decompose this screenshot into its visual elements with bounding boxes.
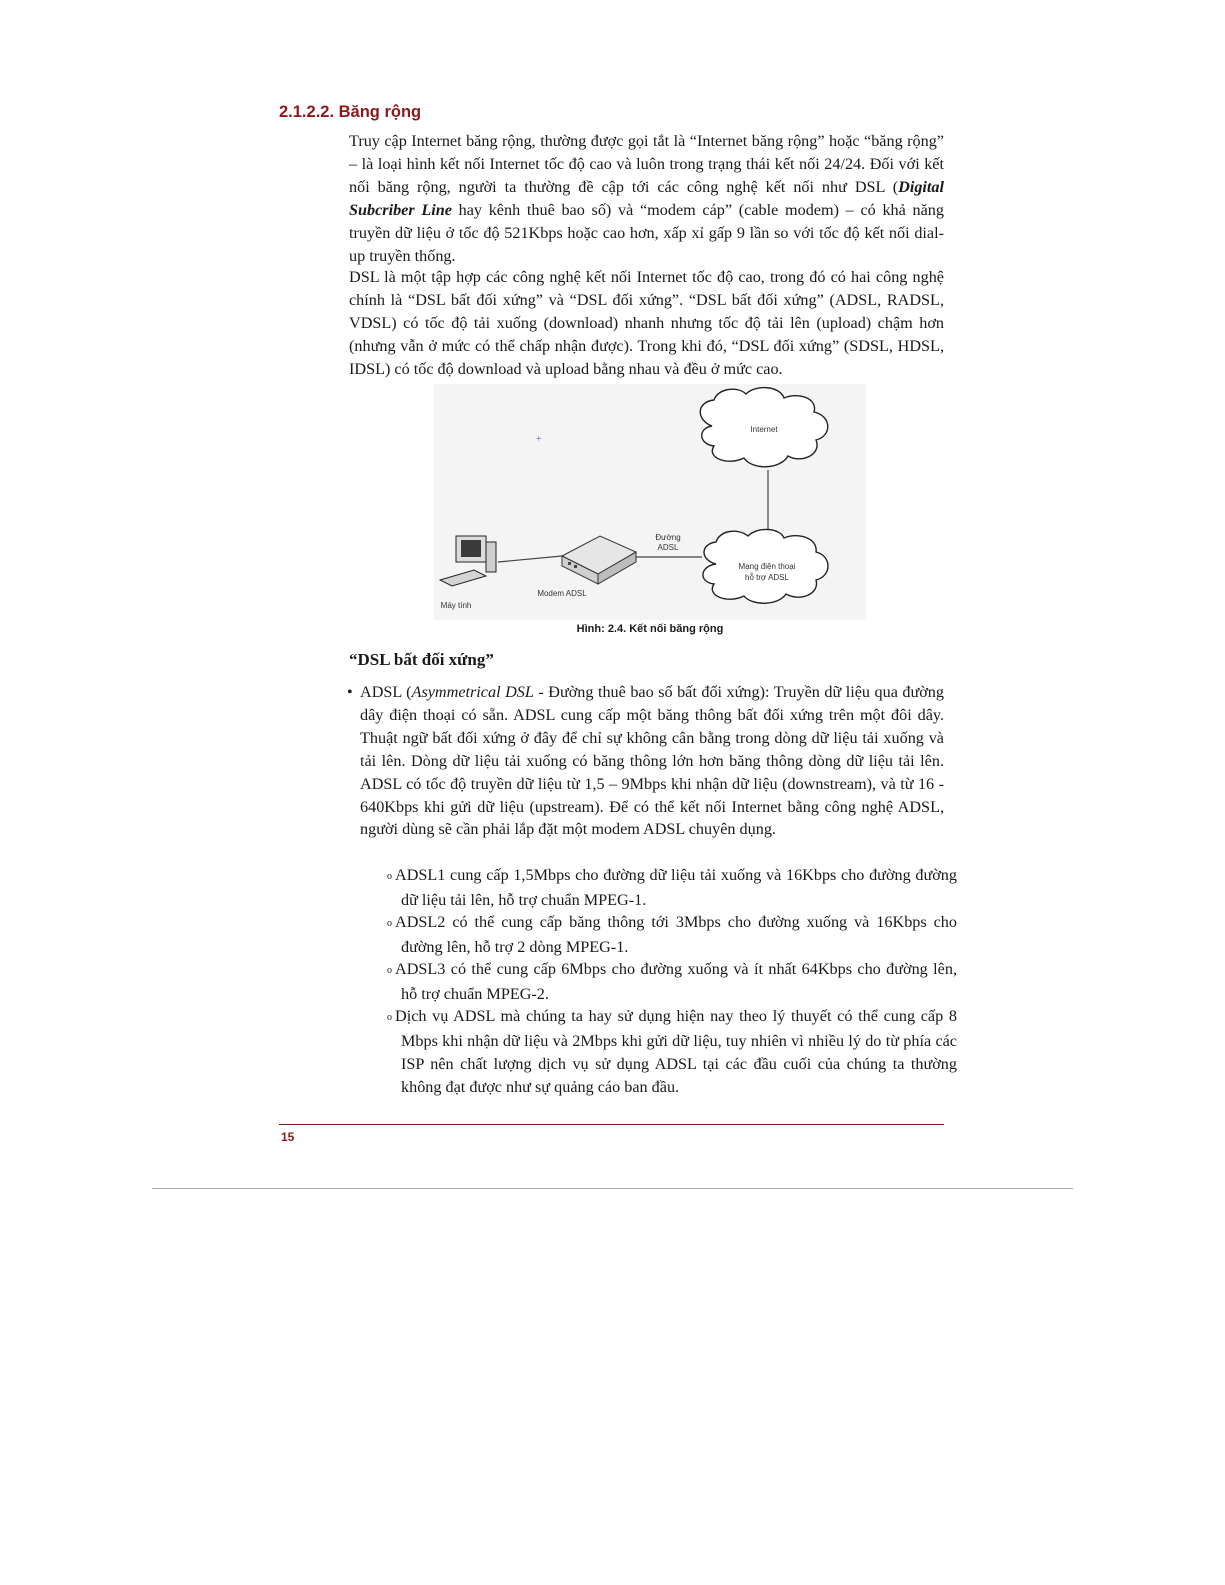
bullet-dot-icon: •	[347, 683, 353, 701]
sub-item-adsl1	[374, 864, 957, 912]
sub-item-adsl2-text: ADSL2 có thể cung cấp băng thông tới 3Mbps cho đường xuống và 16Kbps cho đường lên, hỗ trợ 2 dòng MPEG-1.	[395, 913, 957, 956]
page-number: 15	[281, 1130, 295, 1144]
computer-label: Máy tính	[440, 601, 472, 610]
paragraph-dsl: DSL là một tập hợp các công nghệ kết nối Internet tốc độ cao, trong đó có hai công nghệ chính là “DSL bất đối xứng” và “DSL đối xứng”. “DSL bất đối xứng” (ADSL, RADSL, VDSL) có tốc độ tải xuống (download) nhanh nhưng tốc độ tải lên (upload) chậm hơn (nhưng vẫn ở mức có thể chấp nhận được). Trong khi đó, “DSL đối xứng” (SDSL, HDSL, IDSL) có tốc độ download và upload bằng nhau và đều ở mức cao.	[349, 268, 944, 378]
adsl-line-label-1: Đường	[655, 533, 681, 542]
sub-item-adsl-service-text: Dịch vụ ADSL mà chúng ta hay sử dụng hiện nay theo lý thuyết có thể cung cấp 8 Mbps khi nhận dữ liệu và 2Mbps khi gửi dữ liệu, tuy nhiên vì nhiều lý do từ phía các ISP nên chất lượng dịch vụ sử dụng ADSL tại các đầu cuối của chúng ta thường không đạt được như sự quảng cáo ban đầu.	[395, 1007, 957, 1096]
cursor-marker-icon: +	[536, 434, 542, 445]
network-label-line1: Mạng điện thoại	[738, 562, 796, 571]
section-heading: 2.1.2.2. Băng rộng	[279, 103, 422, 121]
sub-item-adsl3-text: ADSL3 có thể cung cấp 6Mbps cho đường xuống và ít nhất 64Kbps cho đường lên, hỗ trợ chuẩn MPEG-2.	[395, 960, 957, 1003]
diagram-svg	[434, 384, 866, 620]
page-divider	[152, 1188, 1073, 1189]
modem-label: Modem ADSL	[537, 589, 587, 598]
circle-bullet-icon: o	[387, 918, 392, 929]
circle-bullet-icon: o	[387, 1012, 392, 1023]
bullet-adsl	[336, 681, 944, 841]
sub-item-adsl-service	[374, 1005, 957, 1099]
internet-label: Internet	[750, 425, 778, 434]
subheading-asymmetric-dsl: “DSL bất đối xứng”	[349, 650, 494, 669]
adsl-line-label-2: ADSL	[657, 543, 679, 552]
sub-item-adsl1-text: ADSL1 cung cấp 1,5Mbps cho đường dữ liệu tải xuống và 16Kbps cho đường đường dữ liệu tải lên, hỗ trợ chuẩn MPEG-1.	[395, 866, 957, 909]
paragraph-intro-emphasis: Digital Subcriber Line	[349, 177, 944, 219]
footer-rule	[279, 1124, 944, 1125]
bullet-adsl-lead: ADSL (	[360, 683, 412, 701]
network-label-line2: hỗ trợ ADSL	[745, 573, 789, 582]
bullet-adsl-paragraph	[336, 681, 944, 841]
sub-item-adsl2	[374, 911, 957, 959]
circle-bullet-icon: o	[387, 965, 392, 976]
paragraph-intro-part1: Truy cập Internet băng rộng, thường được gọi tắt là “Internet băng rộng” hoặc “băng rộng” – là loại hình kết nối Internet tốc độ cao và luôn trong trạng thái kết nối 24/24. Đối với kết nối băng rộng, người ta thường đề cập tới các công nghệ kết nối như DSL (	[349, 132, 944, 196]
bullet-adsl-text: - Đường thuê bao số bất đối xứng): Truyền dữ liệu qua đường dây điện thoại có sẵn. ADSL cung cấp một băng thông bất đối xứng trên một đôi dây. Thuật ngữ bất đối xứng ở đây để chỉ sự không cân bằng trong dòng dữ liệu tải xuống và tải lên. Dòng dữ liệu tải xuống có băng thông lớn hơn băng thông dòng dữ liệu tải lên. ADSL có tốc độ truyền dữ liệu từ 1,5 – 9Mbps khi nhận dữ liệu (downstream), và từ 16 - 640Kbps khi gửi dữ liệu (upstream). Để có thể kết nối Internet bằng công nghệ ADSL, người dùng sẽ cần phải lắp đặt một modem ADSL chuyên dụng.	[360, 683, 944, 839]
figure-caption: Hình: 2.4. Kết nối băng rộng	[576, 623, 724, 635]
paragraph-intro-part2: hay kênh thuê bao số) và “modem cáp” (cable modem) – có khả năng truyền dữ liệu ở tốc độ 521Kbps hoặc cao hơn, xấp xỉ gấp 9 lần so với tốc độ kết nối dial-up truyền thống.	[349, 200, 944, 265]
sub-item-adsl3	[374, 958, 957, 1006]
circle-bullet-icon: o	[387, 871, 392, 882]
paragraph-intro	[349, 130, 944, 267]
bullet-adsl-term: Asymmetrical DSL	[411, 683, 534, 701]
broadband-diagram	[434, 384, 866, 620]
